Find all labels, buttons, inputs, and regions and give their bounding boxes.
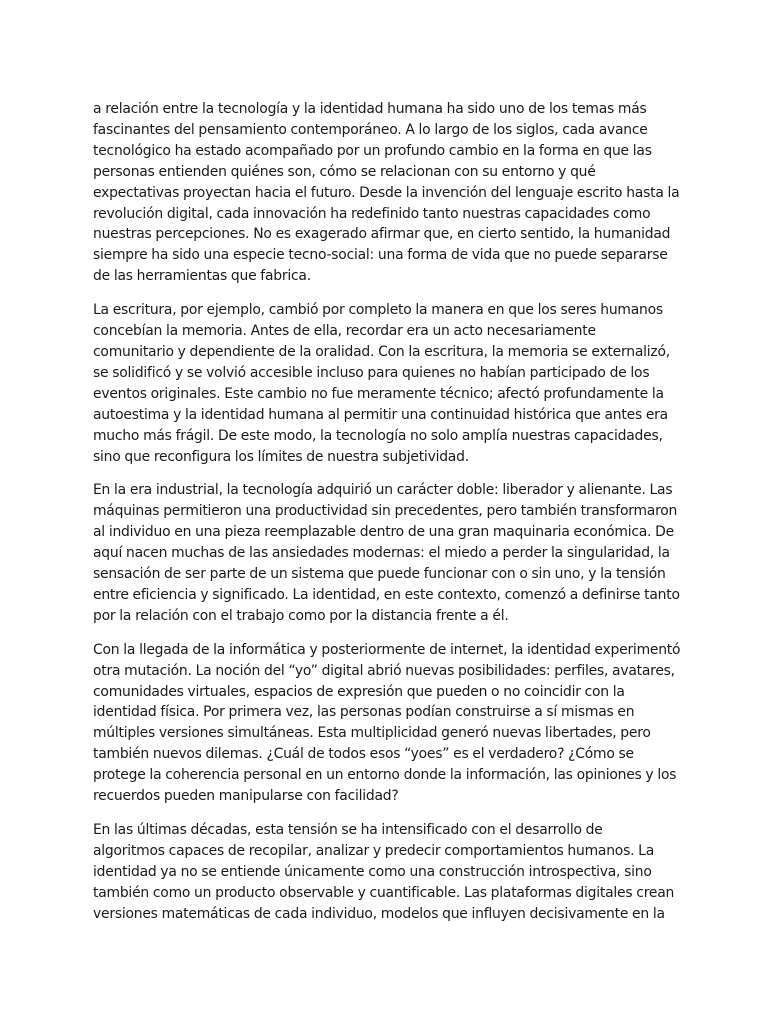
text-line: múltiples versiones simultáneas. Esta multiplicidad generó nuevas libertades, pero	[93, 725, 651, 742]
paragraph-2	[93, 300, 681, 467]
text-line: tecnológico ha estado acompañado por un profundo cambio en la forma en que las	[93, 142, 652, 159]
text-line: de las herramientas que fabrica.	[93, 268, 311, 285]
text-line: entre eficiencia y significado. La identidad, en este contexto, comenzó a definirse tanto	[93, 586, 680, 603]
text-line: La escritura, por ejemplo, cambió por completo la manera en que los seres humanos	[93, 302, 663, 319]
text-line: a relación entre la tecnología y la identidad humana ha sido uno de los temas más	[93, 101, 647, 117]
text-line: también nuevos dilemas. ¿Cuál de todos esos “yoes” es el verdadero? ¿Cómo se	[93, 746, 634, 763]
text-line: al individuo en una pieza reemplazable dentro de una gran maquinaria económica. De	[93, 524, 674, 541]
text-line: máquinas permitieron una productividad sin precedentes, pero también transformaron	[93, 503, 678, 520]
body-text	[93, 99, 681, 938]
text-line: revolución digital, cada innovación ha redefinido tanto nuestras capacidades como	[93, 205, 651, 222]
text-line: sensación de ser parte de un sistema que puede funcionar con o sin uno, y la tensión	[93, 566, 666, 583]
paragraph-1	[93, 99, 681, 287]
text-line: comunidades virtuales, espacios de expresión que pueden o no coincidir con la	[93, 683, 625, 700]
text-line: concebían la memoria. Antes de ella, recordar era un acto necesariamente	[93, 323, 596, 340]
text-line: expectativas proyectan hacia el futuro. Desde la invención del lenguaje escrito hasta la	[93, 184, 680, 201]
text-line: protege la coherencia personal en un entorno donde la información, las opiniones y los	[93, 767, 677, 784]
paragraph-4	[93, 640, 681, 807]
text-line: mucho más frágil. De este modo, la tecnología no solo amplía nuestras capacidades,	[93, 427, 663, 444]
text-line: comunitario y dependiente de la oralidad. Con la escritura, la memoria se externalizó,	[93, 343, 670, 360]
text-line: sino que reconfigura los límites de nuestra subjetividad.	[93, 448, 469, 465]
text-line: autoestima y la identidad humana al permitir una continuidad histórica que antes era	[93, 406, 668, 423]
text-line: fascinantes del pensamiento contemporáneo. A lo largo de los siglos, cada avance	[93, 121, 648, 138]
text-line: nuestras percepciones. No es exagerado afirmar que, en cierto sentido, la humanidad	[93, 226, 671, 243]
text-line: personas entienden quiénes son, cómo se relacionan con su entorno y qué	[93, 163, 596, 180]
text-line: siempre ha sido una especie tecno-social: una forma de vida que no puede separarse	[93, 247, 668, 264]
text-line: por la relación con el trabajo como por la distancia frente a él.	[93, 607, 509, 624]
text-line: se solidificó y se volvió accesible incluso para quienes no habían participado de los	[93, 364, 650, 381]
text-line: eventos originales. Este cambio no fue meramente técnico; afectó profundamente la	[93, 385, 664, 402]
text-line: identidad física. Por primera vez, las personas podían construirse a sí mismas en	[93, 704, 635, 721]
text-line: En la era industrial, la tecnología adquirió un carácter doble: liberador y alienante. Las	[93, 482, 673, 499]
paragraph-3	[93, 480, 681, 626]
text-line: Con la llegada de la informática y posteriormente de internet, la identidad experimentó	[93, 641, 681, 658]
text-line: versiones matemáticas de cada individuo, modelos que influyen decisivamente en la	[93, 905, 665, 922]
text-line: otra mutación. La noción del “yo” digital abrió nuevas posibilidades: perfiles, avatares,	[93, 662, 675, 679]
paragraph-5	[93, 820, 681, 925]
text-line: identidad ya no se entiende únicamente como una construcción introspectiva, sino	[93, 863, 652, 880]
text-line: En las últimas décadas, esta tensión se ha intensificado con el desarrollo de	[93, 822, 603, 838]
text-line: algoritmos capaces de recopilar, analizar y predecir comportamientos humanos. La	[93, 842, 654, 859]
text-line: recuerdos pueden manipularse con facilidad?	[93, 788, 399, 805]
text-line: aquí nacen muchas de las ansiedades modernas: el miedo a perder la singularidad, la	[93, 545, 670, 562]
text-line: también como un producto observable y cuantificable. Las plataformas digitales crean	[93, 884, 675, 901]
